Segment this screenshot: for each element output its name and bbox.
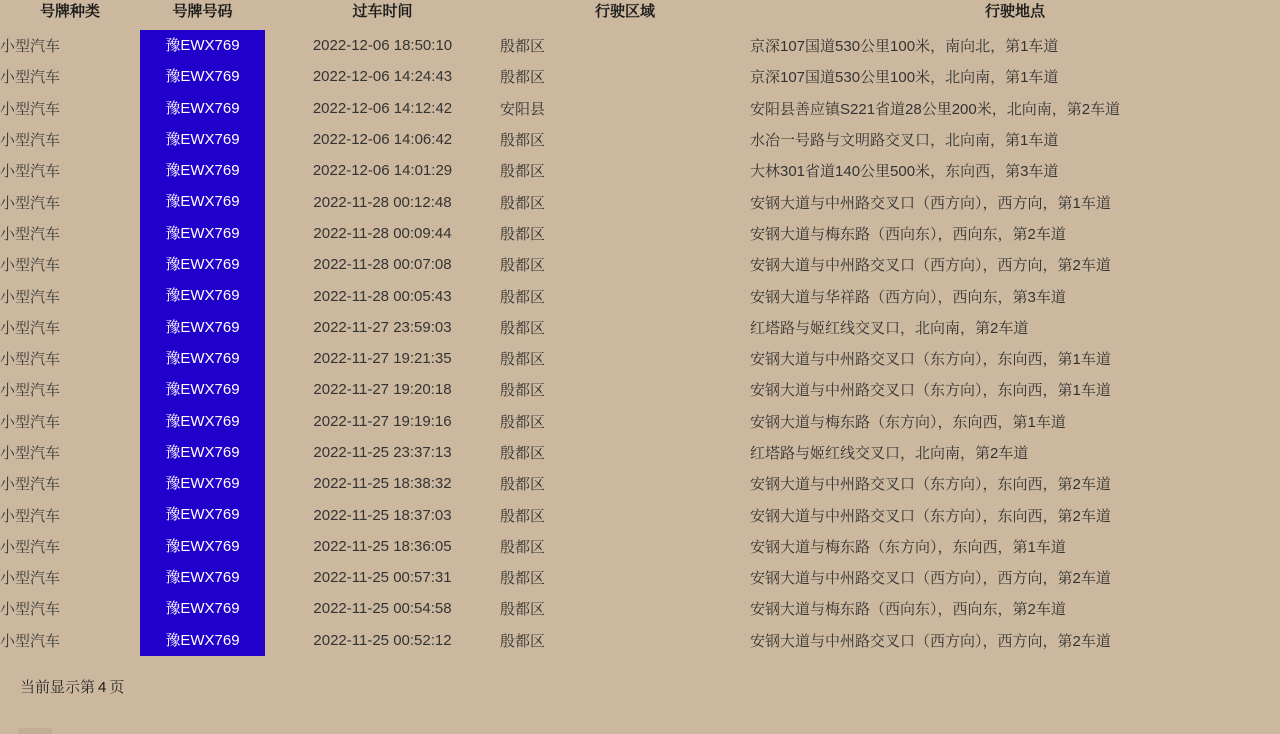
table-row[interactable]: [0, 437, 1280, 468]
table-header-row: [0, 0, 1280, 30]
table-row[interactable]: [0, 155, 1280, 186]
cell-pass-time: 2022-11-25 23:37:13: [313, 444, 452, 461]
plate-badge: 豫EWX769: [140, 249, 265, 280]
cell-plate-type: 小型汽车: [0, 601, 61, 619]
plate-badge: 豫EWX769: [140, 625, 265, 656]
table-row[interactable]: [0, 562, 1280, 593]
cell-location: 安钢大道与中州路交叉口（东方向），东向西，第1车道: [750, 382, 1111, 400]
table-header: [0, 0, 1280, 30]
cell-location: 安钢大道与梅东路（西向东），西向东，第2车道: [750, 601, 1066, 619]
cell-pass-time: 2022-12-06 14:24:43: [312, 68, 453, 86]
table-row[interactable]: [0, 374, 1280, 405]
cell-area: 安阳县: [500, 100, 546, 118]
cell-area: 殷都区: [500, 163, 546, 181]
cell-plate-type: 小型汽车: [0, 69, 61, 87]
cell-plate-number: [140, 468, 265, 499]
column-header-pass-time: 过车时间: [352, 3, 413, 20]
cell-plate-type: 小型汽车: [0, 476, 61, 494]
column-header-location: 行驶地点: [984, 3, 1045, 20]
cell-plate-type: 小型汽车: [0, 538, 61, 556]
plate-badge: 豫EWX769: [140, 437, 265, 468]
cell-location: 红塔路与姬红线交叉口，北向南，第2车道: [750, 319, 1029, 337]
cell-pass-time: 2022-11-28 00:09:44: [313, 224, 452, 242]
cell-location: 安钢大道与华祥路（西方向），西向东，第3车道: [750, 288, 1066, 306]
table-row[interactable]: [0, 406, 1280, 437]
cell-plate-number: [140, 186, 265, 217]
cell-plate-number: [140, 93, 265, 124]
cell-area: 殷都区: [500, 601, 546, 619]
plate-badge: 豫EWX769: [140, 30, 265, 61]
cell-area: 殷都区: [500, 476, 546, 494]
cell-plate-number: [140, 30, 265, 61]
plate-badge: 豫EWX769: [140, 374, 265, 405]
cell-plate-type: 小型汽车: [0, 288, 61, 306]
cell-plate-type: 小型汽车: [0, 319, 61, 337]
cell-plate-type: 小型汽车: [0, 163, 61, 181]
cell-location: 安钢大道与梅东路（东方向），东向西，第1车道: [750, 538, 1066, 556]
cell-location: 大林301省道140公里500米，东向西，第3车道: [750, 163, 1059, 181]
plate-badge: 豫EWX769: [140, 499, 265, 530]
cell-plate-number: [140, 499, 265, 530]
table-row[interactable]: [0, 280, 1280, 311]
cell-plate-type: 小型汽车: [0, 351, 61, 369]
table-row[interactable]: [0, 593, 1280, 624]
cell-plate-type: 小型汽车: [0, 413, 61, 431]
plate-badge: 豫EWX769: [140, 61, 265, 92]
cell-plate-type: 小型汽车: [0, 507, 61, 525]
cell-plate-number: [140, 280, 265, 311]
cell-pass-time: 2022-11-25 18:37:03: [313, 506, 452, 524]
plate-badge: 豫EWX769: [140, 155, 265, 186]
cell-area: 殷都区: [500, 382, 546, 400]
cell-pass-time: 2022-11-27 19:21:35: [313, 350, 452, 368]
cell-pass-time: 2022-11-28 00:12:48: [313, 193, 452, 211]
cell-plate-type: 小型汽车: [0, 132, 61, 150]
cell-plate-type: 小型汽车: [0, 194, 61, 212]
cell-plate-type: 小型汽车: [0, 570, 61, 588]
cell-pass-time: 2022-11-25 00:57:31: [313, 569, 452, 587]
table-row[interactable]: [0, 61, 1280, 92]
cell-pass-time: 2022-12-06 14:06:42: [312, 131, 453, 149]
cell-plate-number: [140, 562, 265, 593]
cell-pass-time: 2022-12-06 14:12:42: [312, 99, 453, 117]
cell-plate-type: 小型汽车: [0, 445, 61, 462]
cell-plate-type: 小型汽车: [0, 632, 61, 650]
cell-location: 安钢大道与中州路交叉口（西方向），西方向，第2车道: [750, 257, 1111, 275]
plate-badge: 豫EWX769: [140, 562, 265, 593]
cell-location: 水冶一号路与文明路交叉口，北向南，第1车道: [750, 132, 1059, 150]
table-row[interactable]: [0, 249, 1280, 280]
bottom-nub: [18, 728, 52, 734]
table-row[interactable]: [0, 30, 1280, 61]
cell-area: 殷都区: [500, 288, 546, 306]
cell-plate-number: [140, 437, 265, 468]
plate-badge: 豫EWX769: [140, 218, 265, 249]
cell-location: 安钢大道与中州路交叉口（东方向），东向西，第2车道: [750, 476, 1111, 494]
plate-badge: 豫EWX769: [140, 186, 265, 217]
table-row[interactable]: [0, 343, 1280, 374]
cell-location: 安钢大道与中州路交叉口（东方向），东向西，第1车道: [750, 351, 1111, 369]
cell-pass-time: 2022-11-28 00:07:08: [313, 256, 452, 274]
cell-area: 殷都区: [500, 507, 546, 525]
cell-location: 安钢大道与中州路交叉口（西方向），西方向，第2车道: [750, 632, 1111, 650]
table-row[interactable]: [0, 218, 1280, 249]
plate-badge: 豫EWX769: [140, 343, 265, 374]
cell-plate-type: 小型汽车: [0, 100, 61, 118]
table-row[interactable]: [0, 93, 1280, 124]
column-header-area: 行驶区域: [594, 3, 655, 20]
table-row[interactable]: [0, 531, 1280, 562]
cell-area: 殷都区: [500, 632, 546, 650]
cell-area: 殷都区: [500, 69, 546, 87]
column-header-plate-type: 号牌种类: [39, 3, 100, 20]
pagination-suffix-label: 页: [109, 679, 125, 696]
current-page-number: 4: [98, 679, 107, 696]
plate-badge: 豫EWX769: [140, 531, 265, 562]
cell-plate-number: [140, 61, 265, 92]
cell-area: 殷都区: [500, 413, 546, 431]
cell-plate-type: 小型汽车: [0, 382, 61, 400]
cell-area: 殷都区: [500, 319, 546, 337]
cell-pass-time: 2022-12-06 18:50:10: [312, 37, 453, 55]
plate-badge: 豫EWX769: [140, 280, 265, 311]
cell-pass-time: 2022-11-27 23:59:03: [313, 318, 452, 336]
cell-location: 安钢大道与中州路交叉口（西方向），西方向，第1车道: [750, 194, 1111, 212]
cell-plate-type: 小型汽车: [0, 257, 61, 275]
table-row[interactable]: [0, 625, 1280, 656]
cell-area: 殷都区: [500, 351, 546, 369]
cell-plate-number: [140, 406, 265, 437]
cell-location: 安阳县善应镇S221省道28公里200米，北向南，第2车道: [750, 100, 1121, 118]
cell-area: 殷都区: [500, 257, 546, 275]
cell-area: 殷都区: [500, 38, 546, 56]
cell-location: 安钢大道与梅东路（西向东），西向东，第2车道: [750, 225, 1066, 243]
cell-area: 殷都区: [500, 570, 546, 588]
cell-location: 红塔路与姬红线交叉口，北向南，第2车道: [750, 445, 1029, 462]
cell-location: 京深107国道530公里100米，北向南，第1车道: [750, 69, 1059, 87]
pagination-status: [20, 676, 124, 697]
cell-plate-number: [140, 249, 265, 280]
cell-plate-number: [140, 312, 265, 343]
column-header-plate-number: 号牌号码: [172, 3, 233, 20]
cell-plate-number: [140, 593, 265, 624]
cell-plate-number: [140, 343, 265, 374]
cell-plate-number: [140, 124, 265, 155]
cell-pass-time: 2022-11-25 18:38:32: [313, 475, 452, 493]
cell-area: 殷都区: [500, 445, 546, 462]
cell-area: 殷都区: [500, 538, 546, 556]
bottom-strip: [0, 726, 1280, 734]
cell-pass-time: 2022-11-25 00:52:12: [313, 631, 452, 649]
cell-pass-time: 2022-11-28 00:05:43: [313, 287, 452, 305]
plate-badge: 豫EWX769: [140, 468, 265, 499]
cell-plate-number: [140, 218, 265, 249]
cell-pass-time: 2022-11-27 19:20:18: [313, 381, 452, 399]
cell-plate-type: 小型汽车: [0, 38, 61, 56]
plate-badge: 豫EWX769: [140, 312, 265, 343]
pagination-prefix-label: 当前显示第: [20, 679, 96, 696]
plate-badge: 豫EWX769: [140, 124, 265, 155]
table-row[interactable]: [0, 468, 1280, 499]
cell-area: 殷都区: [500, 194, 546, 212]
cell-plate-number: [140, 374, 265, 405]
plate-badge: 豫EWX769: [140, 593, 265, 624]
table-row[interactable]: [0, 186, 1280, 217]
table-body: [0, 30, 1280, 656]
cell-plate-number: [140, 625, 265, 656]
plate-badge: 豫EWX769: [140, 406, 265, 437]
cell-location: 安钢大道与梅东路（东方向），东向西，第1车道: [750, 413, 1066, 431]
cell-plate-number: [140, 155, 265, 186]
cell-location: 安钢大道与中州路交叉口（东方向），东向西，第2车道: [750, 507, 1111, 525]
cell-plate-number: [140, 531, 265, 562]
table-row[interactable]: [0, 312, 1280, 343]
cell-area: 殷都区: [500, 132, 546, 150]
table-row[interactable]: [0, 499, 1280, 530]
cell-pass-time: 2022-11-27 19:19:16: [313, 412, 452, 430]
cell-area: 殷都区: [500, 225, 546, 243]
cell-location: 京深107国道530公里100米，南向北，第1车道: [750, 38, 1059, 56]
cell-pass-time: 2022-11-25 00:54:58: [313, 600, 452, 618]
cell-pass-time: 2022-11-25 18:36:05: [313, 537, 452, 555]
cell-pass-time: 2022-12-06 14:01:29: [312, 162, 453, 180]
cell-location: 安钢大道与中州路交叉口（西方向），西方向，第2车道: [750, 570, 1111, 588]
plate-badge: 豫EWX769: [140, 93, 265, 124]
cell-plate-type: 小型汽车: [0, 225, 61, 243]
table-row[interactable]: [0, 124, 1280, 155]
